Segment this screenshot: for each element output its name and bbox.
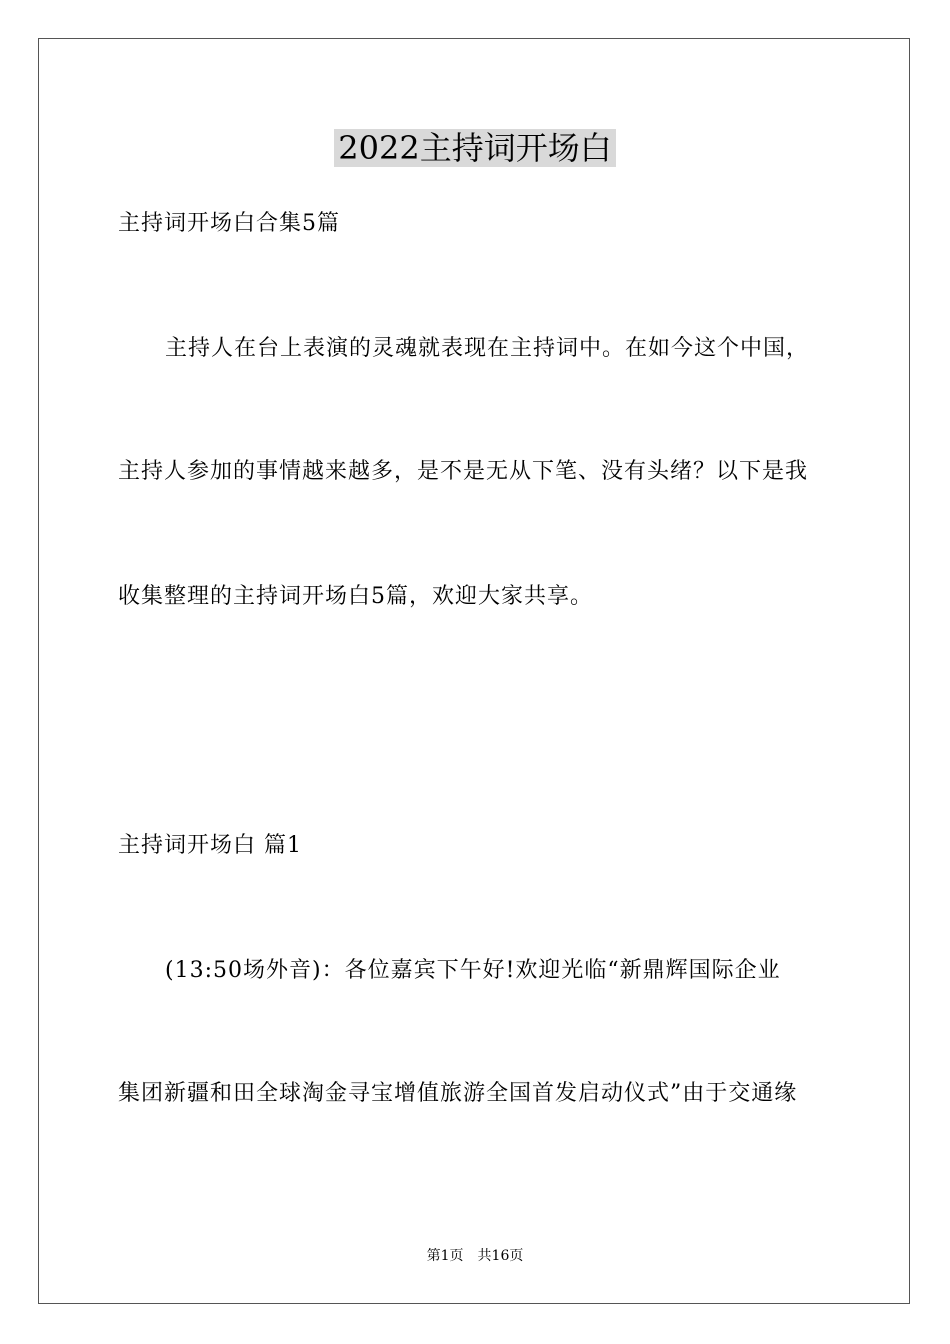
document-title: [0, 126, 950, 170]
section-paragraph-line: 集团新疆和田全球淘金寻宝增值旅游全国首发启动仪式”由于交通缘: [118, 1081, 798, 1106]
document-title-text: 2022主持词开场白: [334, 129, 615, 167]
document-subtitle: 主持词开场白合集5篇: [118, 211, 340, 236]
section-heading: 主持词开场白 篇1: [118, 833, 302, 858]
intro-paragraph-line: 主持人在台上表演的灵魂就表现在主持词中。在如今这个中国，: [165, 336, 810, 361]
section-paragraph-line: (13:50场外音)：各位嘉宾下午好!欢迎光临“新鼎辉国际企业: [165, 958, 781, 983]
page-number-footer: 第1页 共16页: [426, 1248, 524, 1264]
intro-paragraph-line: 收集整理的主持词开场白5篇，欢迎大家共享。: [118, 584, 593, 609]
intro-paragraph-line: 主持人参加的事情越来越多，是不是无从下笔、没有头绪？以下是我: [118, 459, 809, 484]
